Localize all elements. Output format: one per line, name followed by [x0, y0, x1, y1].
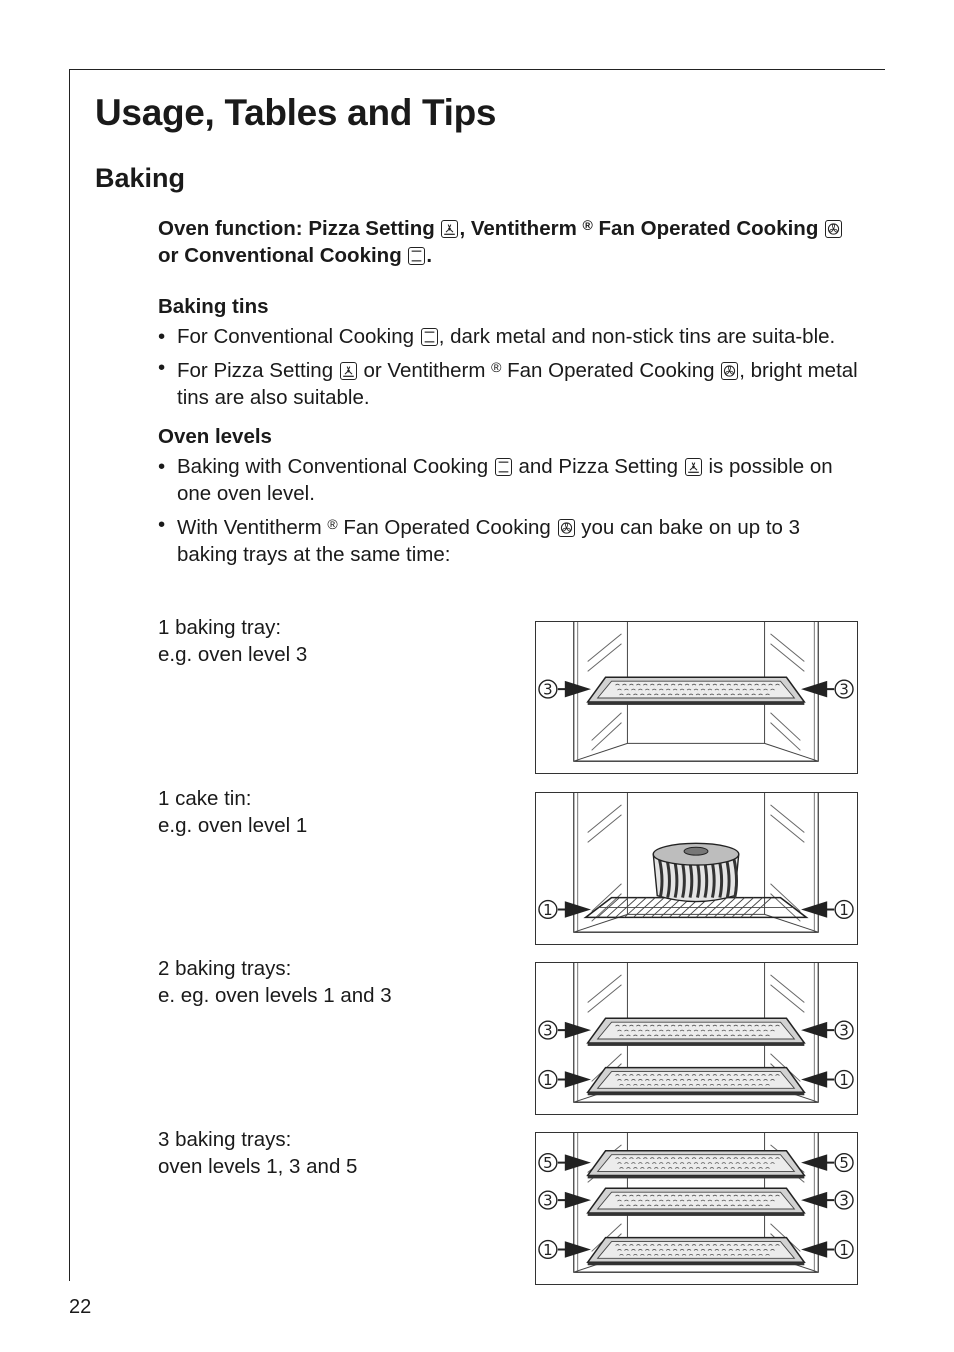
oven-level-diagram: [536, 1133, 857, 1284]
level-marker-3: [539, 1021, 588, 1039]
oven-diagram-4: [535, 1132, 858, 1285]
arrow-right-icon: [558, 1193, 588, 1207]
oven-levels-bullet-2: • With Ventitherm ® Fan Operated Cooking you can bake on up to 3 baking trays at the same time:: [158, 511, 864, 568]
arrow-left-icon: [804, 1156, 834, 1170]
level-number: 5: [839, 1154, 849, 1173]
level-number: 3: [839, 680, 849, 699]
arrow-left-icon: [804, 1073, 834, 1087]
arrow-right-icon: [558, 1243, 588, 1257]
level-number: 3: [543, 1021, 553, 1040]
main-content: [158, 212, 864, 572]
fan-operated-cooking-icon: [825, 220, 842, 238]
level-marker-1: [539, 1071, 588, 1089]
oven-function-line: Oven function: Pizza Setting , Ventitherm ® Fan Operated Cooking or Conventional Cooking .: [158, 212, 864, 269]
oven-levels-bullet-1: • Baking with Conventional Cooking and Pizza Setting is possible on one oven level.: [158, 453, 864, 507]
oven-level-diagram: [536, 793, 857, 944]
pizza-setting-icon: [340, 362, 357, 380]
oven-levels-heading: Oven levels: [158, 425, 272, 448]
example-label-2: 1 cake tin: e.g. oven level 1: [158, 787, 308, 837]
level-marker-1: [804, 901, 853, 919]
level-marker-1: [539, 1241, 588, 1259]
cake-tin-on-rack: [586, 843, 807, 917]
baking-tray: [588, 1238, 805, 1266]
level-marker-3: [539, 680, 588, 698]
fan-operated-cooking-icon: [721, 362, 738, 380]
arrow-right-icon: [558, 903, 588, 917]
baking-tray: [588, 1188, 805, 1216]
level-marker-3: [804, 1021, 853, 1039]
oven-level-diagram: [536, 963, 857, 1114]
baking-tray: [588, 1068, 805, 1096]
level-marker-5: [804, 1154, 853, 1172]
baking-tray: [588, 1151, 805, 1179]
arrow-left-icon: [804, 1193, 834, 1207]
baking-tray: [588, 1018, 805, 1046]
arrow-right-icon: [558, 1023, 588, 1037]
level-marker-3: [804, 680, 853, 698]
page-number: 22: [69, 1296, 92, 1318]
level-number: 3: [543, 680, 553, 699]
level-number: 3: [839, 1021, 849, 1040]
level-number: 1: [543, 1070, 553, 1089]
level-marker-1: [804, 1071, 853, 1089]
level-number: 1: [543, 900, 553, 919]
level-marker-1: [539, 901, 588, 919]
top-rule: [69, 69, 885, 70]
example-label-4: 3 baking trays: oven levels 1, 3 and 5: [158, 1128, 358, 1178]
level-number: 3: [543, 1191, 553, 1210]
oven-diagram-2: [535, 792, 858, 945]
level-marker-5: [539, 1154, 588, 1172]
section-heading: Baking: [95, 163, 186, 193]
oven-diagram-3: [535, 962, 858, 1115]
baking-tins-heading: Baking tins: [158, 295, 269, 318]
arrow-right-icon: [558, 1156, 588, 1170]
level-number: 1: [839, 1070, 849, 1089]
level-number: 1: [839, 1240, 849, 1259]
pizza-setting-icon: [685, 458, 702, 476]
conventional-cooking-icon: [421, 328, 438, 346]
fan-operated-cooking-icon: [558, 519, 575, 537]
example-label-3: 2 baking trays: e. eg. oven levels 1 and 3: [158, 957, 392, 1007]
level-number: 1: [543, 1240, 553, 1259]
level-marker-1: [804, 1241, 853, 1259]
arrow-left-icon: [804, 1023, 834, 1037]
arrow-left-icon: [804, 682, 834, 696]
oven-diagram-1: [535, 621, 858, 774]
example-label-1: 1 baking tray: e.g. oven level 3: [158, 616, 308, 666]
left-rule: [69, 69, 70, 1281]
pizza-setting-icon: [441, 220, 458, 238]
arrow-right-icon: [558, 682, 588, 696]
level-marker-3: [539, 1191, 588, 1209]
arrow-right-icon: [558, 1073, 588, 1087]
level-number: 5: [543, 1154, 553, 1173]
page-title: Usage, Tables and Tips: [95, 92, 497, 133]
arrow-left-icon: [804, 1243, 834, 1257]
arrow-left-icon: [804, 903, 834, 917]
baking-tray: [588, 677, 805, 705]
level-marker-3: [804, 1191, 853, 1209]
conventional-cooking-icon: [495, 458, 512, 476]
baking-tins-bullet-1: • For Conventional Cooking , dark metal and non-stick tins are suita-ble.: [158, 323, 864, 350]
oven-level-diagram: [536, 622, 857, 773]
baking-tins-bullet-2: • For Pizza Setting or Ventitherm ® Fan Operated Cooking , bright metal tins are also suitable.: [158, 354, 864, 411]
level-number: 1: [839, 900, 849, 919]
conventional-cooking-icon: [408, 247, 425, 265]
level-number: 3: [839, 1191, 849, 1210]
